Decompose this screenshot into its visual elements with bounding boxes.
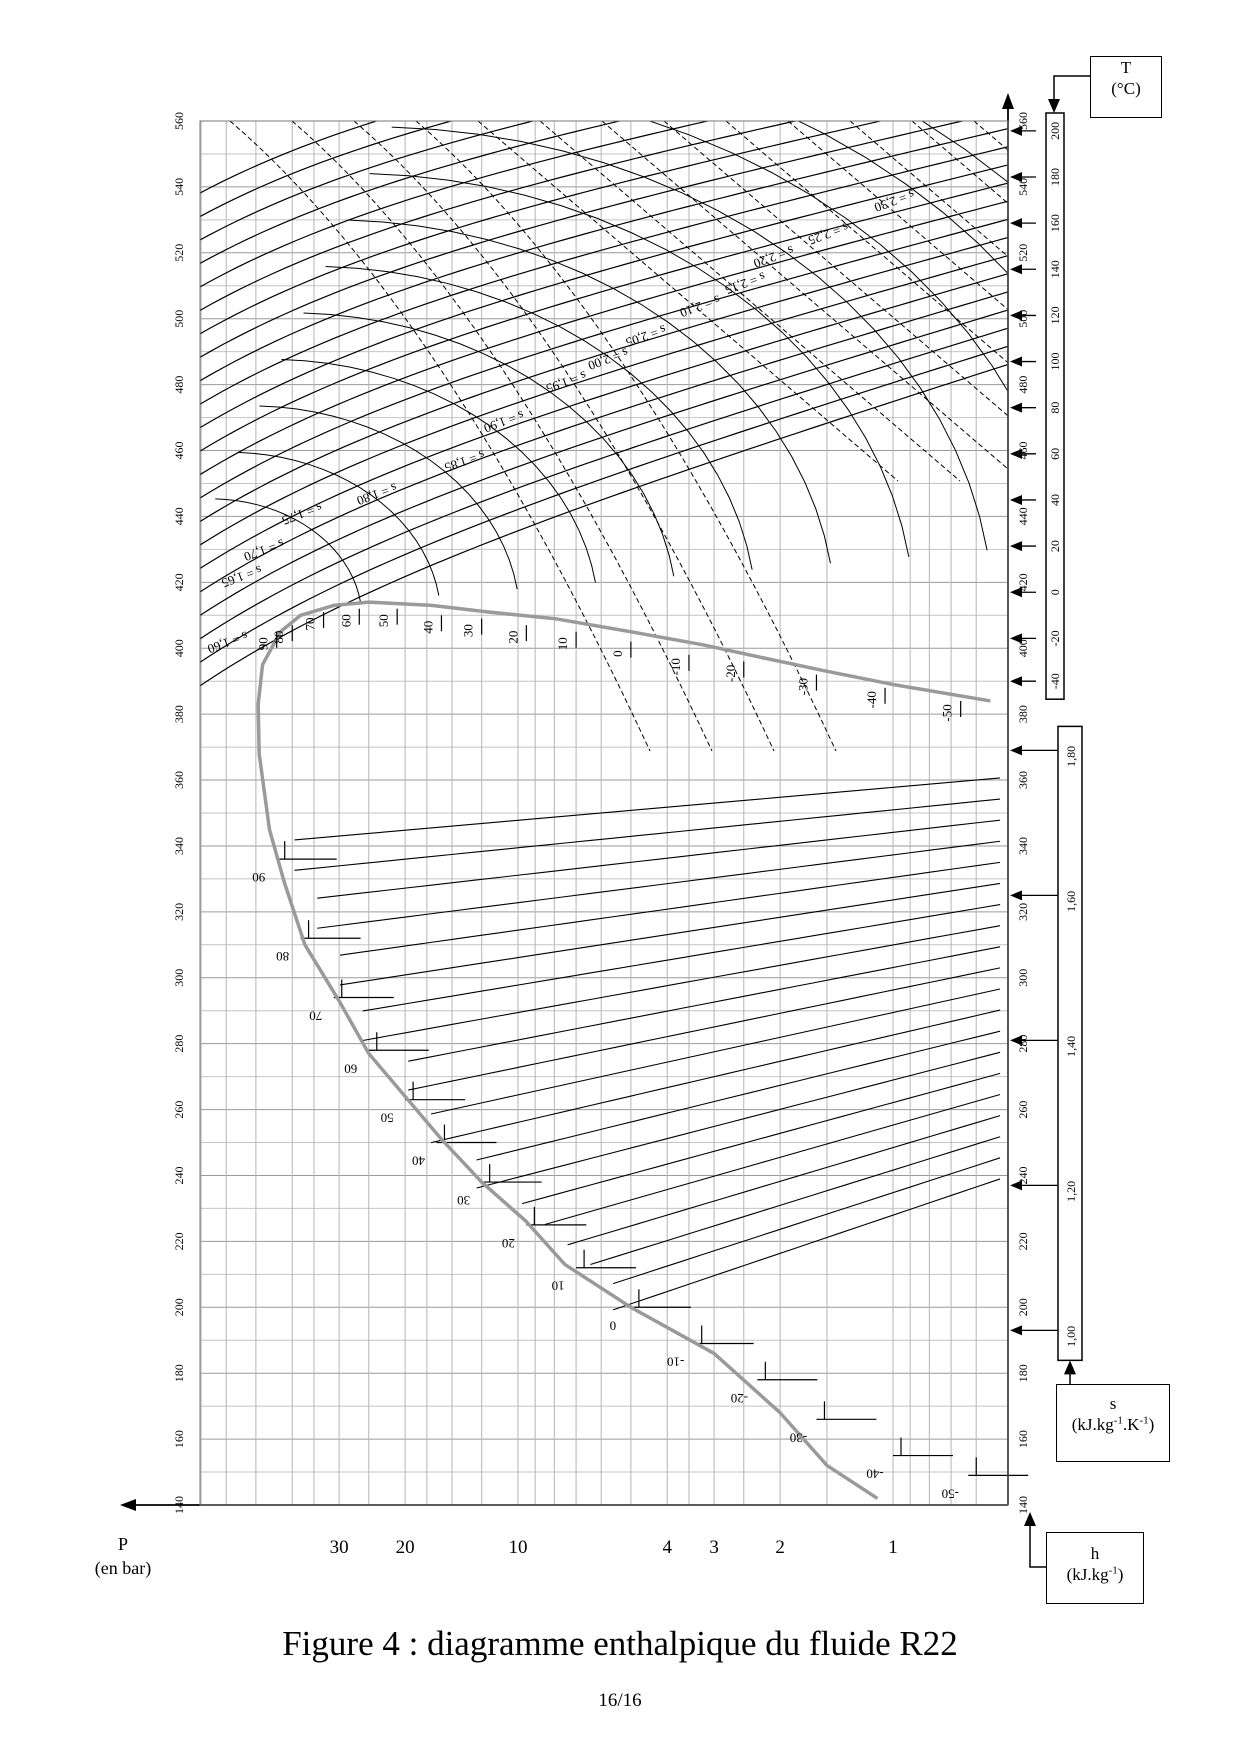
vapour-temperature-label: -20 [722,664,738,683]
h-tick-label-left: 400 [172,639,186,658]
liquid-temperature-label: 80 [276,949,290,965]
vapour-isotherm [160,218,1012,524]
temperature-tick-label: 100 [1048,352,1062,371]
isentrope [912,121,1240,481]
saturation-curve [255,602,990,1498]
h-tick-label-left: 220 [172,1232,186,1251]
vapour-isotherm [160,0,1012,216]
temperature-tick-label: 0 [1048,589,1062,596]
pressure-tick-label: 10 [508,1537,528,1558]
h-tick-label-left: 160 [172,1430,186,1449]
h-tick-label-right: 200 [1016,1298,1030,1317]
isentrope-label: s = 1,95 [544,368,589,397]
vapour-temperature-label: 10 [555,637,571,651]
isochore [237,452,438,595]
liquid-temperature-label: 50 [380,1110,394,1126]
h-tick-label-left: 540 [172,177,186,196]
temperature-tick-label: 140 [1048,260,1062,279]
two-phase-line [408,968,1000,1090]
h-tick-label-right: 240 [1016,1166,1030,1185]
h-tick-label-left: 280 [172,1034,186,1053]
h-tick-label-right: 480 [1016,375,1030,394]
h-tick-label-right: 260 [1016,1100,1030,1119]
temperature-tick-label: 160 [1048,214,1062,233]
vapour-temperature-label: -50 [939,704,955,722]
isentrope-label: s = 2,00 [586,345,631,374]
h-tick-label-left: 340 [172,836,186,855]
h-tick-label-right: 140 [1016,1496,1030,1514]
two-phase-line [294,778,1000,840]
isentrope-label: s = 1,70 [241,536,287,565]
two-phase-line [477,1052,1001,1188]
liquid-temperature-label: 70 [309,1008,323,1024]
vapour-temperature-label: 0 [609,650,625,657]
two-phase-line [613,1158,1000,1284]
entropy-symbol: s [1109,1394,1117,1413]
temperature-arrowhead [1010,264,1022,274]
two-phase-line [545,1095,1000,1225]
temperature-box-arrowhead [1048,99,1060,113]
vapour-temperature-label: -30 [795,677,811,696]
enthalpy-unit: $(kJ.kg^{-1})$ [1066,1564,1124,1585]
liquid-temperature-label: 40 [411,1153,425,1169]
h-tick-label-right: 520 [1016,243,1030,262]
liquid-temperature-label: -40 [866,1466,884,1482]
h-tick-label-right: 540 [1016,177,1030,196]
two-phase-line [590,1137,1000,1265]
two-phase-line [317,841,1000,928]
isentrope [850,121,1240,481]
h-tick-label-right: 400 [1016,639,1030,658]
temperature-arrowhead [1010,495,1022,505]
h-tick-label-right: 380 [1016,705,1030,724]
two-phase-line [363,905,1000,1011]
liquid-temperature-label: 0 [609,1318,617,1334]
liquid-temperature-label: -20 [730,1390,749,1406]
vapour-isotherm [160,19,1012,263]
isentrope-label: s = 2,30 [872,186,917,216]
two-phase-line [477,1031,1001,1160]
vapour-temperature-label: 70 [302,617,318,631]
h-tick-label-left: 360 [172,771,186,790]
h-tick-label-right: 440 [1016,507,1030,526]
h-tick-label-left: 240 [172,1166,186,1185]
vapour-isotherm [160,363,1012,714]
liquid-temperature-label: 20 [501,1235,515,1251]
enthalpy-symbol: h [1090,1544,1100,1563]
h-tick-label-left: 180 [172,1364,186,1383]
entropy-tick-label: 1,80 [1064,745,1078,767]
h-tick-label-right: 340 [1016,836,1030,855]
liquid-temperature-label: 90 [252,870,266,886]
vapour-temperature-label: 60 [338,614,354,628]
h-tick-label-left: 320 [172,902,186,921]
pressure-symbol: P [117,1534,128,1554]
vapour-temperature-label: 80 [271,630,287,644]
two-phase-line [568,1116,1000,1245]
pressure-tick-label: 1 [888,1537,898,1558]
pressure-tick-label: 3 [709,1537,719,1558]
temperature-tick-label: 20 [1048,540,1062,553]
isentrope-label: s = 2,25 [806,219,851,249]
isentrope-label: s = 2,10 [677,292,723,321]
entropy-arrowhead [1010,890,1022,900]
isentrope [1036,121,1240,481]
isentrope [478,121,898,481]
h-tick-label-left: 200 [172,1298,186,1317]
entropy-arrowhead [1010,1325,1022,1335]
isentrope-label: s = 2,20 [751,242,796,272]
h-tick-label-left: 520 [172,243,186,262]
vapour-temperature-label: -40 [864,691,880,709]
h-tick-label-right: 320 [1016,902,1030,921]
isentrope [354,121,774,751]
vapour-temperature-label: -10 [667,658,683,676]
h-tick-label-left: 420 [172,573,186,592]
two-phase-line [317,820,1000,898]
liquid-temperature-label: 30 [457,1193,471,1209]
two-phase-line [340,862,1000,955]
vapour-isotherm [160,146,1012,430]
entropy-tick-label: 1,20 [1064,1180,1078,1202]
h-tick-label-left: 300 [172,968,186,987]
entropy-tick-label: 1,60 [1064,890,1078,912]
temperature-tick-label: 200 [1048,121,1062,140]
pressure-tick-label: 30 [329,1537,349,1558]
vapour-temperature-label: 90 [255,637,271,651]
h-tick-label-left: 380 [172,705,186,724]
two-phase-line [613,1179,1000,1310]
pressure-unit: (en bar) [94,1558,152,1579]
isentrope-label: s = 1,60 [205,628,250,657]
pressure-tick-label: 4 [662,1537,672,1558]
h-tick-label-left: 560 [172,112,186,130]
temperature-unit: (°C) [1111,79,1141,99]
vapour-isotherm [160,200,1012,501]
isentrope-label: s = 2,15 [723,269,768,298]
liquid-temperature-label: 60 [344,1061,358,1077]
liquid-temperature-label: -50 [941,1486,959,1502]
h-tick-label-right: 360 [1016,771,1030,790]
temperature-tick-label: 120 [1048,306,1062,325]
entropy-unit-box [1056,1384,1170,1462]
temperature-tick-label: 180 [1048,168,1062,187]
vapour-isotherm [160,291,1012,620]
temperature-arrowhead [1010,403,1022,413]
h-tick-label-right: 560 [1016,112,1030,130]
entropy-arrowhead [1010,745,1022,755]
liquid-temperature-label: -30 [789,1430,808,1446]
temperature-arrowhead [1010,218,1022,228]
liquid-temperature-label: -10 [667,1354,685,1370]
enthalpy-unit-box [1046,1532,1144,1604]
h-tick-label-right: 220 [1016,1232,1030,1251]
h-tick-label-right: 500 [1016,309,1030,328]
temperature-symbol: T [1120,58,1132,77]
two-phase-line [340,883,1000,985]
pressure-tick-label: 20 [395,1537,415,1558]
h-tick-label-left: 460 [172,441,186,460]
temperature-arrowhead [1010,357,1022,367]
two-phase-line [522,1073,1000,1203]
enthalpy-box-pointer [1030,1522,1046,1567]
isentrope-label: s = 1,85 [442,447,487,476]
isentrope [230,121,650,751]
figure-caption: Figure 4 : diagramme enthalpique du fluide R22 [282,1624,958,1663]
isentrope [726,121,1146,481]
temperature-arrowhead [1010,541,1022,551]
isentrope [974,121,1240,481]
temperature-tick-label: -20 [1048,630,1062,647]
vapour-isotherm [160,37,1012,287]
isentrope-label: s = 1,65 [219,562,265,591]
enthalpy-axis-arrow [1002,93,1014,109]
vapour-temperature-label: 30 [460,624,476,638]
h-tick-label-right: 280 [1016,1034,1030,1053]
isentrope-label: s = 1,80 [354,480,400,509]
isentrope-label: s = 1,90 [481,407,527,436]
temperature-tick-label: -40 [1048,673,1062,690]
h-tick-label-left: 140 [172,1496,186,1514]
two-phase-line [431,989,1000,1114]
h-tick-label-left: 440 [172,507,186,526]
h-tick-label-left: 260 [172,1100,186,1119]
isentrope [292,121,712,751]
temperature-tick-label: 60 [1048,447,1062,460]
temperature-tick-label: 40 [1048,493,1062,506]
isentrope-label: s = 1,75 [279,499,325,529]
h-tick-label-right: 460 [1016,441,1030,460]
isentrope [416,121,836,751]
vapour-isotherm [160,236,1012,548]
liquid-temperature-label: 10 [551,1278,565,1294]
isentrope-label: s = 2,05 [623,321,669,351]
entropy-tick-label: 1,40 [1064,1035,1078,1057]
temperature-arrowhead [1010,676,1022,686]
isentrope [540,121,960,481]
h-tick-label-left: 500 [172,309,186,328]
pressure-axis-label [78,1532,168,1581]
pressure-axis-arrow [120,1499,136,1511]
page-number: 16/16 [598,1690,642,1711]
h-tick-label-right: 300 [1016,968,1030,987]
entropy-box-arrowhead [1064,1360,1076,1374]
vapour-temperature-label: 40 [420,620,436,634]
vapour-temperature-label: 50 [376,614,392,628]
h-tick-label-right: 420 [1016,573,1030,592]
vapour-temperature-label: 20 [505,630,521,644]
h-tick-label-left: 480 [172,375,186,394]
temperature-tick-label: 80 [1048,401,1062,414]
chart-labels [172,112,1078,1558]
h-tick-label-right: 180 [1016,1364,1030,1383]
two-phase-line [363,926,1000,1041]
temperature-box-pointer [1054,76,1090,103]
vapour-isotherm [160,55,1012,311]
entropy-unit: $(kJ.kg^{-1}.K^{-1})$ [1071,1414,1155,1435]
two-phase-line [294,799,1000,870]
entropy-tick-label: 1,00 [1064,1325,1078,1347]
pressure-tick-label: 2 [775,1537,785,1558]
temperature-unit-box [1090,56,1162,118]
h-tick-label-right: 160 [1016,1430,1030,1449]
vapour-isotherm [160,182,1012,477]
